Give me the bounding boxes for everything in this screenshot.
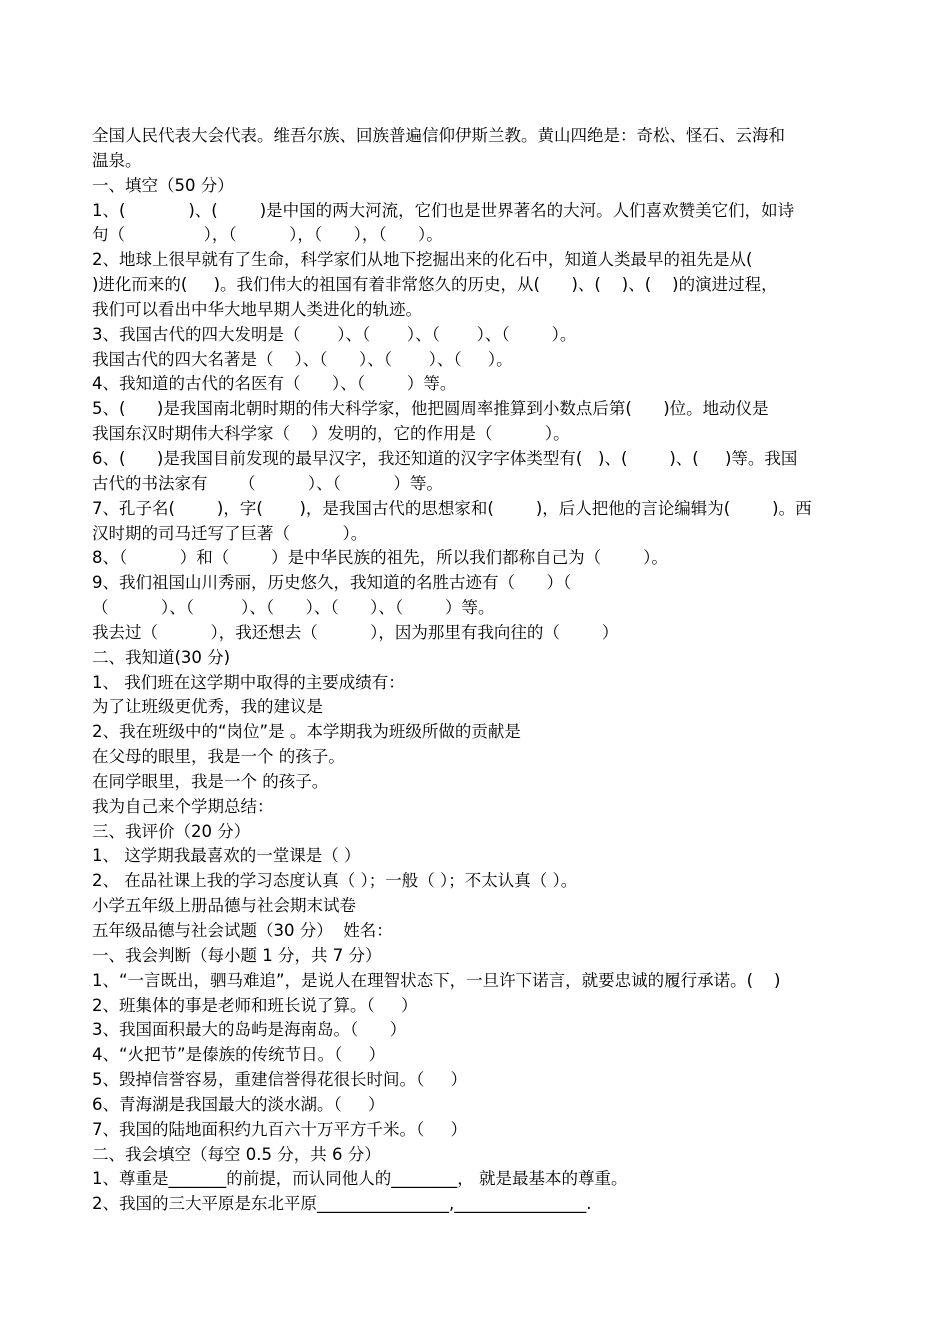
text-line: 6、青海湖是我国最大的淡水湖。（ ）	[92, 1094, 385, 1114]
text-line: 1、 这学期我最喜欢的一堂课是（ ）	[92, 846, 361, 866]
text-line: 6、( )是我国目前发现的最早汉字，我还知道的汉字字体类型有( )、( )、( )等。我国	[92, 448, 798, 468]
text-line: 4、“火把节”是傣族的传统节日。（ ）	[92, 1045, 386, 1065]
text-line: 我们可以看出中华大地早期人类进化的轨迹。	[92, 299, 422, 319]
text-line: 3、我国古代的四大发明是（ ）、（ ）、（ ）、（ ）。	[92, 324, 577, 344]
text-line: 2、 在品社课上我的学习态度认真（ ）；一般（ ）；不太认真（ ）。	[92, 871, 578, 891]
text-line: 全国人民代表大会代表。维吾尔族、回族普遍信仰伊斯兰教。黄山四绝是：奇松、怪石、云海和	[92, 126, 785, 145]
text-line: （ ）、（ ）、（ ）、（ ）、（ ）等。	[92, 598, 495, 618]
text-line: 1、( )、( )是中国的两大河流，它们也是世界著名的大河。人们喜欢赞美它们，如诗	[92, 200, 795, 220]
text-line: 2、我国的三大平原是东北平原________________,________________.	[92, 1194, 592, 1214]
text-line: 我国古代的四大名著是（ ）、（ ）、（ ）、（ ）。	[92, 349, 513, 369]
text-line: 一、我会判断（每小题 1 分，共 7 分）	[92, 945, 382, 965]
text-line: 2、我在班级中的“岗位”是 。本学期我为班级所做的贡献是	[92, 722, 521, 742]
text-line: 1、 我们班在这学期中取得的主要成绩有：	[92, 672, 405, 692]
text-line: 我为自己来个学期总结：	[92, 796, 274, 816]
text-line: 5、毁掉信誉容易，重建信誉得花很长时间。（ ）	[92, 1070, 467, 1090]
text-line: 3、我国面积最大的岛屿是海南岛。（ ）	[92, 1020, 407, 1040]
text-line: 汉时期的司马迁写了巨著（ ）。	[92, 523, 368, 543]
text-line: 我国东汉时期伟大科学家（ ）发明的，它的作用是（ ）。	[92, 424, 570, 444]
text-line: 1、尊重是_______的前提，而认同他人的________， 就是最基本的尊重。	[92, 1169, 628, 1189]
text-line: 8、（ ）和（ ）是中华民族的祖先，所以我们都称自己为（ ）。	[92, 548, 668, 568]
text-line: 5、( )是我国南北朝时期的伟大科学家，他把圆周率推算到小数点后第( )位。地动仪是	[92, 399, 769, 419]
text-line: 我去过（ ），我还想去（ ），因为那里有我向往的（ ）	[92, 622, 619, 642]
text-line: 五年级品德与社会试题（30 分） 姓名：	[92, 921, 393, 940]
text-line: 一、填空（50 分）	[92, 175, 234, 195]
text-line: 温泉。	[92, 150, 142, 170]
text-line: 二、我会填空（每空 0.5 分，共 6 分）	[92, 1144, 381, 1164]
text-line: 小学五年级上册品德与社会期末试卷	[92, 896, 356, 916]
text-line: 三、我评价（20 分）	[92, 821, 251, 841]
text-line: 4、我知道的古代的名医有（ ）、（ ）等。	[92, 374, 457, 394]
text-line: 1、“一言既出，驷马难追”，是说人在理智状态下，一旦许下诺言，就要忠诚的履行承诺。( )	[92, 970, 781, 990]
text-line: 古代的书法家有 （ ）、（ ）等。	[92, 473, 443, 493]
text-line: 在同学眼里，我是一个 的孩子。	[92, 771, 329, 791]
text-line: 7、我国的陆地面积约九百六十万平方千米。（ ）	[92, 1119, 467, 1139]
text-line: 2、地球上很早就有了生命，科学家们从地下挖掘出来的化石中，知道人类最早的祖先是从(	[92, 250, 753, 270]
exam-document	[92, 124, 862, 1217]
text-line: 二、我知道(30 分)	[92, 647, 231, 667]
text-line: 为了让班级更优秀，我的建议是	[92, 697, 323, 717]
text-line: 在父母的眼里，我是一个 的孩子。	[92, 747, 345, 767]
text-line: 7、孔子名( )，字( )，是我国古代的思想家和( )，后人把他的言论编辑为( )。西	[92, 498, 812, 518]
text-line: )进化而来的( )。我们伟大的祖国有着非常悠久的历史，从( )、( )、( )的演进过程，	[92, 275, 778, 295]
text-line: 2、班集体的事是老师和班长说了算。（ ）	[92, 995, 418, 1015]
text-line: 9、我们祖国山川秀丽，历史悠久，我知道的名胜古迹有（ ）（	[92, 573, 572, 593]
text-line: 句（ ），（ ），（ ），（ ）。	[92, 225, 443, 245]
